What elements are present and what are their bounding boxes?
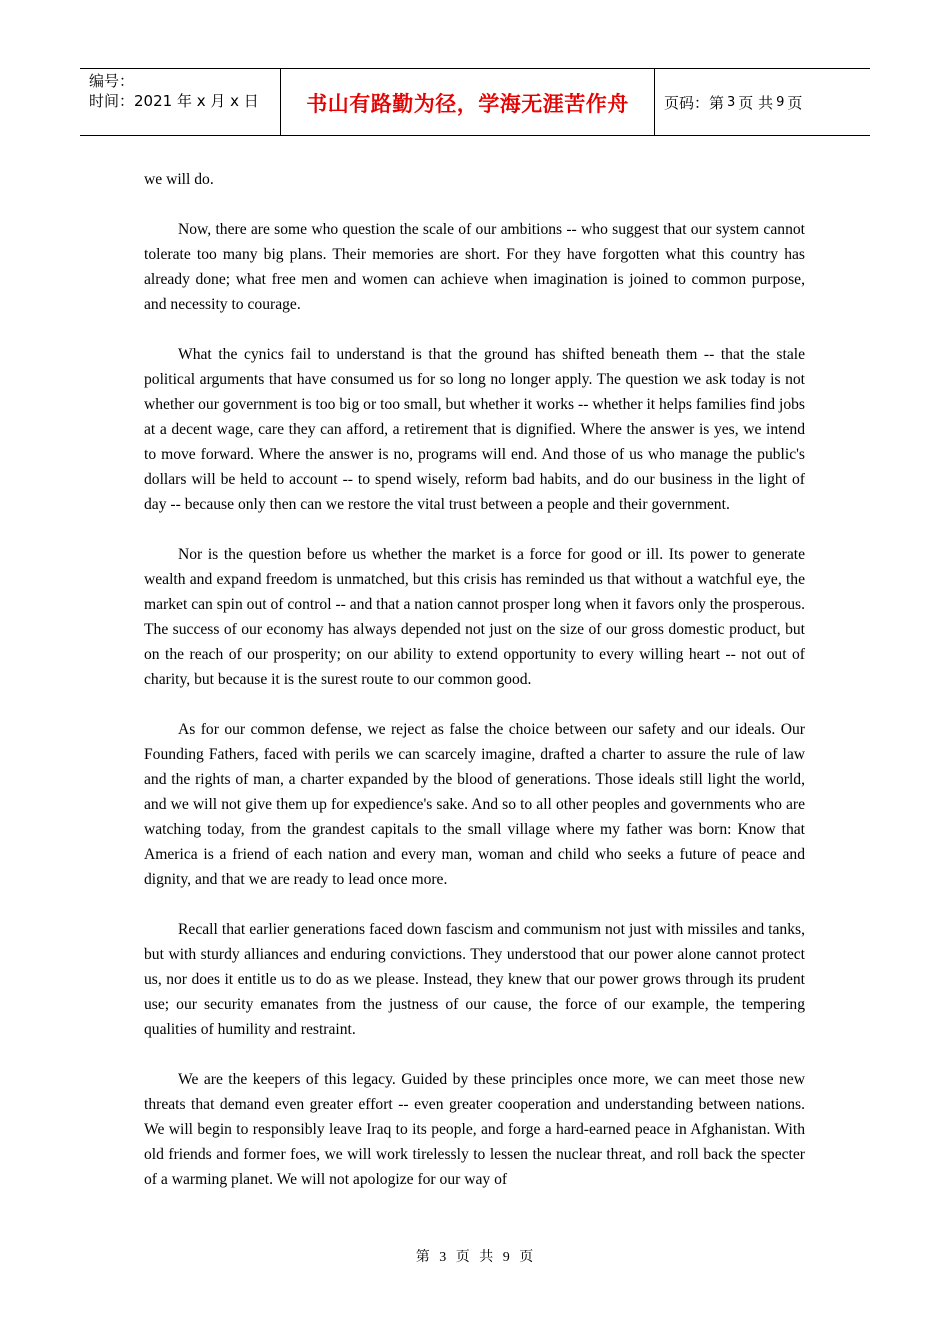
paragraph: We are the keepers of this legacy. Guided by these principles once more, we can meet those new threats that demand even greater effort -- even greater cooperation and understanding between nations. We will begin to responsibly leave Iraq to its people, and forge a hard-earned peace in Afghanistan. With old friends and former foes, we will work tirelessly to lessen the nuclear threat, and roll back the specter of a warming planet. We will not apologize for our way of: [144, 1071, 805, 1188]
paragraph: Nor is the question before us whether the market is a force for good or ill. Its power to generate wealth and expand freedom is unmatched, but this crisis has reminded us that without a watchful eye, the market can spin out of control -- and that a nation cannot prosper long when it favors only the prosperous. The success of our economy has always depended not just on the size of our gross domestic product, but on the reach of our prosperity; on our ability to extend opportunity to every willing heart -- not out of charity, but because it is the surest route to our common good.: [144, 546, 805, 688]
motto: 书山有路勤为径，学海无涯苦作舟: [306, 92, 629, 116]
page-current: 3: [727, 95, 736, 110]
page-footer: 第 3 页 共 9 页: [415, 1250, 535, 1265]
page-label: 页码：第: [664, 94, 725, 112]
paragraph: we will do.: [144, 171, 214, 188]
serial-number-label: 编号：: [89, 72, 135, 90]
paragraph: As for our common defense, we reject as false the choice between our safety and our ideals. Our Founding Fathers, faced with perils we can scarcely imagine, drafted a charter to assure the rule of law and the rights of man, a charter expanded by the blood of generations. Those ideals still light the world, and we will not give them up for expedience's sake. And so to all other peoples and governments who are watching today, from the grandest capitals to the small village where my father was born: Know that America is a friend of each nation and every man, woman and child who seeks a future of peace and dignity, and that we are ready to lead once more.: [144, 721, 805, 888]
header-motto-cell: [281, 69, 655, 135]
page-mid-label: 页 共: [738, 94, 774, 112]
paragraph: What the cynics fail to understand is that the ground has shifted beneath them -- that the stale political arguments that have consumed us for so long no longer apply. The question we ask today is not whether our government is too big or too small, but whether it works -- whether it helps families find jobs at a decent wage, care they can afford, a retirement that is dignified. Where the answer is yes, we intend to move forward. Where the answer is no, programs will end. And those of us who manage the public's dollars will be held to account -- to spend wisely, reform bad habits, and do our business in the light of day -- because only then can we restore the vital trust between a people and their government.: [144, 346, 805, 513]
header-meta: [80, 69, 281, 135]
paragraph: Now, there are some who question the scale of our ambitions -- who suggest that our system cannot tolerate too many big plans. Their memories are short. For they have forgotten what this country has already done; what free men and women can achieve when imagination is joined to common purpose, and necessity to courage.: [144, 221, 805, 313]
header-page-info: [655, 69, 870, 135]
document-body: [144, 167, 805, 1217]
date-label: 时间：2021 年 x 月 x 日: [89, 92, 259, 110]
page-end-label: 页: [787, 94, 803, 112]
page-header: [80, 68, 870, 136]
paragraph: Recall that earlier generations faced down fascism and communism not just with missiles and tanks, but with sturdy alliances and enduring convictions. They understood that our power alone cannot protect us, nor does it entitle us to do as we please. Instead, they knew that our power grows through its prudent use; our security emanates from the justness of our cause, the force of our example, the tempering qualities of humility and restraint.: [144, 921, 805, 1038]
page-total: 9: [776, 95, 785, 110]
